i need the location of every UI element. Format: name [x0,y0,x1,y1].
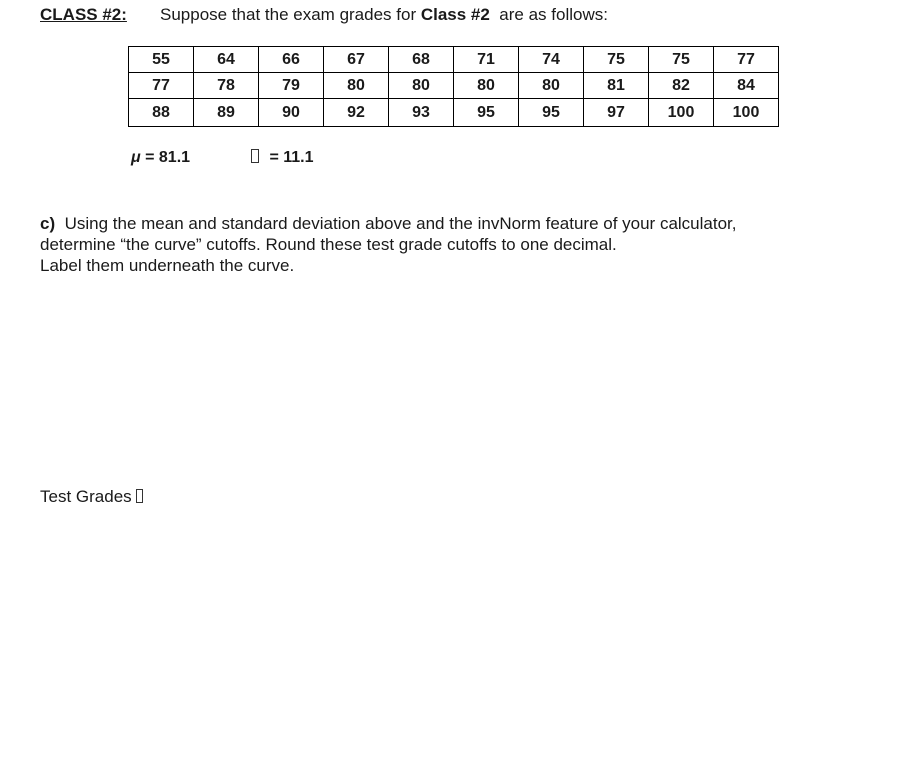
sd-value: = 11.1 [269,149,314,166]
grade-cell: 55 [129,47,194,73]
sd-stat [251,149,314,167]
intro-prefix: Suppose that the exam grades for [160,5,417,24]
grade-cell: 75 [649,47,714,73]
part-c-line-1-text: Using the mean and standard deviation above and the invNorm feature of your calculator, [64,214,737,233]
grade-cell: 79 [259,73,324,99]
grade-cell: 75 [584,47,649,73]
grade-cell: 78 [194,73,259,99]
grade-cell: 66 [259,47,324,73]
intro-class: Class #2 [420,5,490,24]
grade-cell: 97 [584,99,649,127]
intro-text [160,5,608,25]
grade-cell: 93 [389,99,454,127]
test-grades-text: Test Grades [40,487,132,506]
intro-suffix: are as follows: [499,5,608,24]
grade-cell: 82 [649,73,714,99]
grade-cell: 67 [324,47,389,73]
part-c-line-3: Label them underneath the curve. [40,256,295,275]
missing-glyph-icon [251,149,259,163]
grade-cell: 81 [584,73,649,99]
missing-glyph-icon [136,489,143,503]
grade-cell: 92 [324,99,389,127]
table-row [129,47,779,73]
grade-cell: 80 [324,73,389,99]
part-c-line-2: determine “the curve” cutoffs. Round these test grade cutoffs to one decimal. [40,235,617,254]
grade-cell: 77 [714,47,779,73]
mean-stat [131,149,190,167]
grade-cell: 84 [714,73,779,99]
mean-value: = 81.1 [145,149,191,166]
grade-cell: 77 [129,73,194,99]
grade-cell: 90 [259,99,324,127]
grade-cell: 80 [454,73,519,99]
grade-cell: 100 [649,99,714,127]
mu-symbol: μ [131,149,141,166]
grade-cell: 100 [714,99,779,127]
header [40,5,608,25]
part-c-label: c) [40,214,56,233]
class-label: CLASS #2: [40,5,127,24]
grade-cell: 95 [454,99,519,127]
grades-table [128,46,779,127]
grade-cell: 80 [389,73,454,99]
table-row [129,73,779,99]
grade-cell: 89 [194,99,259,127]
grade-cell: 74 [519,47,584,73]
test-grades-axis-label [40,487,143,507]
grade-cell: 95 [519,99,584,127]
grade-cell: 71 [454,47,519,73]
part-c-line-1 [40,213,870,234]
grade-cell: 88 [129,99,194,127]
grade-cell: 64 [194,47,259,73]
grade-cell: 68 [389,47,454,73]
grade-cell: 80 [519,73,584,99]
part-c-instructions [40,213,870,276]
table-row [129,99,779,127]
